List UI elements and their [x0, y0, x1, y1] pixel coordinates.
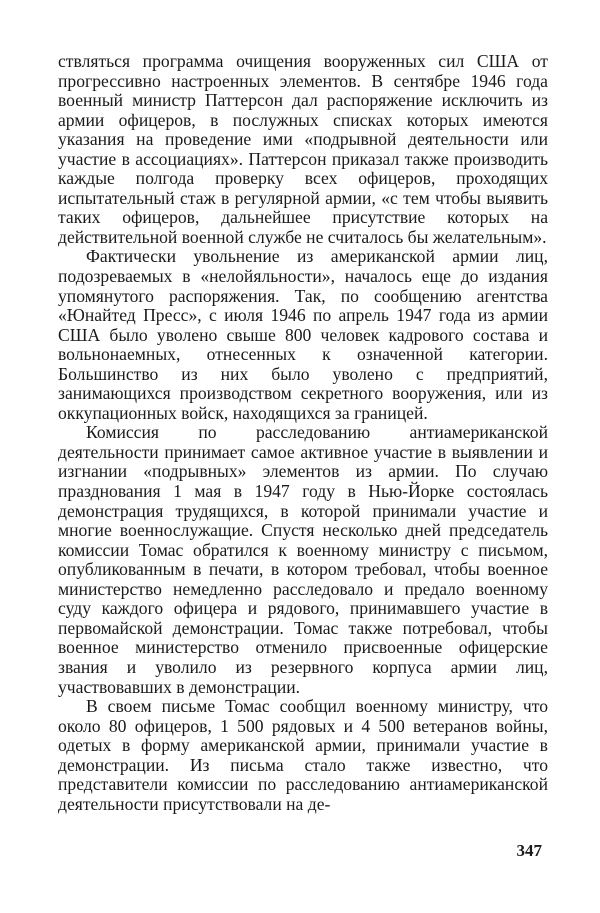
page-number: 347 — [516, 841, 542, 860]
page-text-block — [58, 52, 548, 814]
paragraph-4: В своем письме Томас сообщил военному министру, что около 80 офицеров, 1 500 рядовых и 4 500 ветеранов войны, одетых в форму американской армии, принимали участие в демонстрации. Из письма стало также известно, что представители комиссии по расследованию антиамериканской деятельности присутствовали на де- — [58, 696, 548, 814]
paragraph-2: Фактически увольнение из американской армии лиц, подозреваемых в «нелойяльности», началось еще до издания упомянутого распоряжения. Так, по сообщению агентства «Юнайтед Пресс», с июля 1946 по апрель 1947 года из армии США было уволено свыше 800 человек кадрового состава и вольнонаемных, отнесенных к означенной категории. Большинство из них было уволено с предприятий, занимающихся производством секретного вооружения, или из оккупационных войск, находящихся за границей. — [58, 246, 548, 423]
paragraph-3: Комиссия по расследованию антиамериканской деятельности принимает самое активное участие в выявлении и изгнании «подрывных» элементов из армии. По случаю празднования 1 мая в 1947 году в Нью-Йорке состоялась демонстрация трудящихся, в которой принимали участие и многие военнослужащие. Спустя несколько дней председатель комиссии Томас обратился к военному министру с письмом, опубликованным в печати, в котором требовал, чтобы военное министерство немедленно расследовало и предало военному суду каждого офицера и рядового, принимавшего участие в первомайской демонстрации. Томас также потребовал, чтобы военное министерство отменило присвоенные офицерские звания и уволило из резервного корпуса армии лиц, участвовавших в демонстрации. — [58, 422, 548, 697]
paragraph-1: ствляться программа очищения вооруженных сил США от прогрессивно настроенных элементов. В сентябре 1946 года военный министр Паттерсон дал распоряжение исключить из армии офицеров, в послужных списках которых имеются указания на проведение ими «подрывной деятельности или участие в ассоциациях». Паттерсон приказал также производить каждые полгода проверку всех офицеров, проходящих испытательный стаж в регулярной армии, «с тем чтобы выявить таких офицеров, дальнейшее присутствие которых на действительной военной службе не считалось бы желательным». — [58, 51, 548, 247]
